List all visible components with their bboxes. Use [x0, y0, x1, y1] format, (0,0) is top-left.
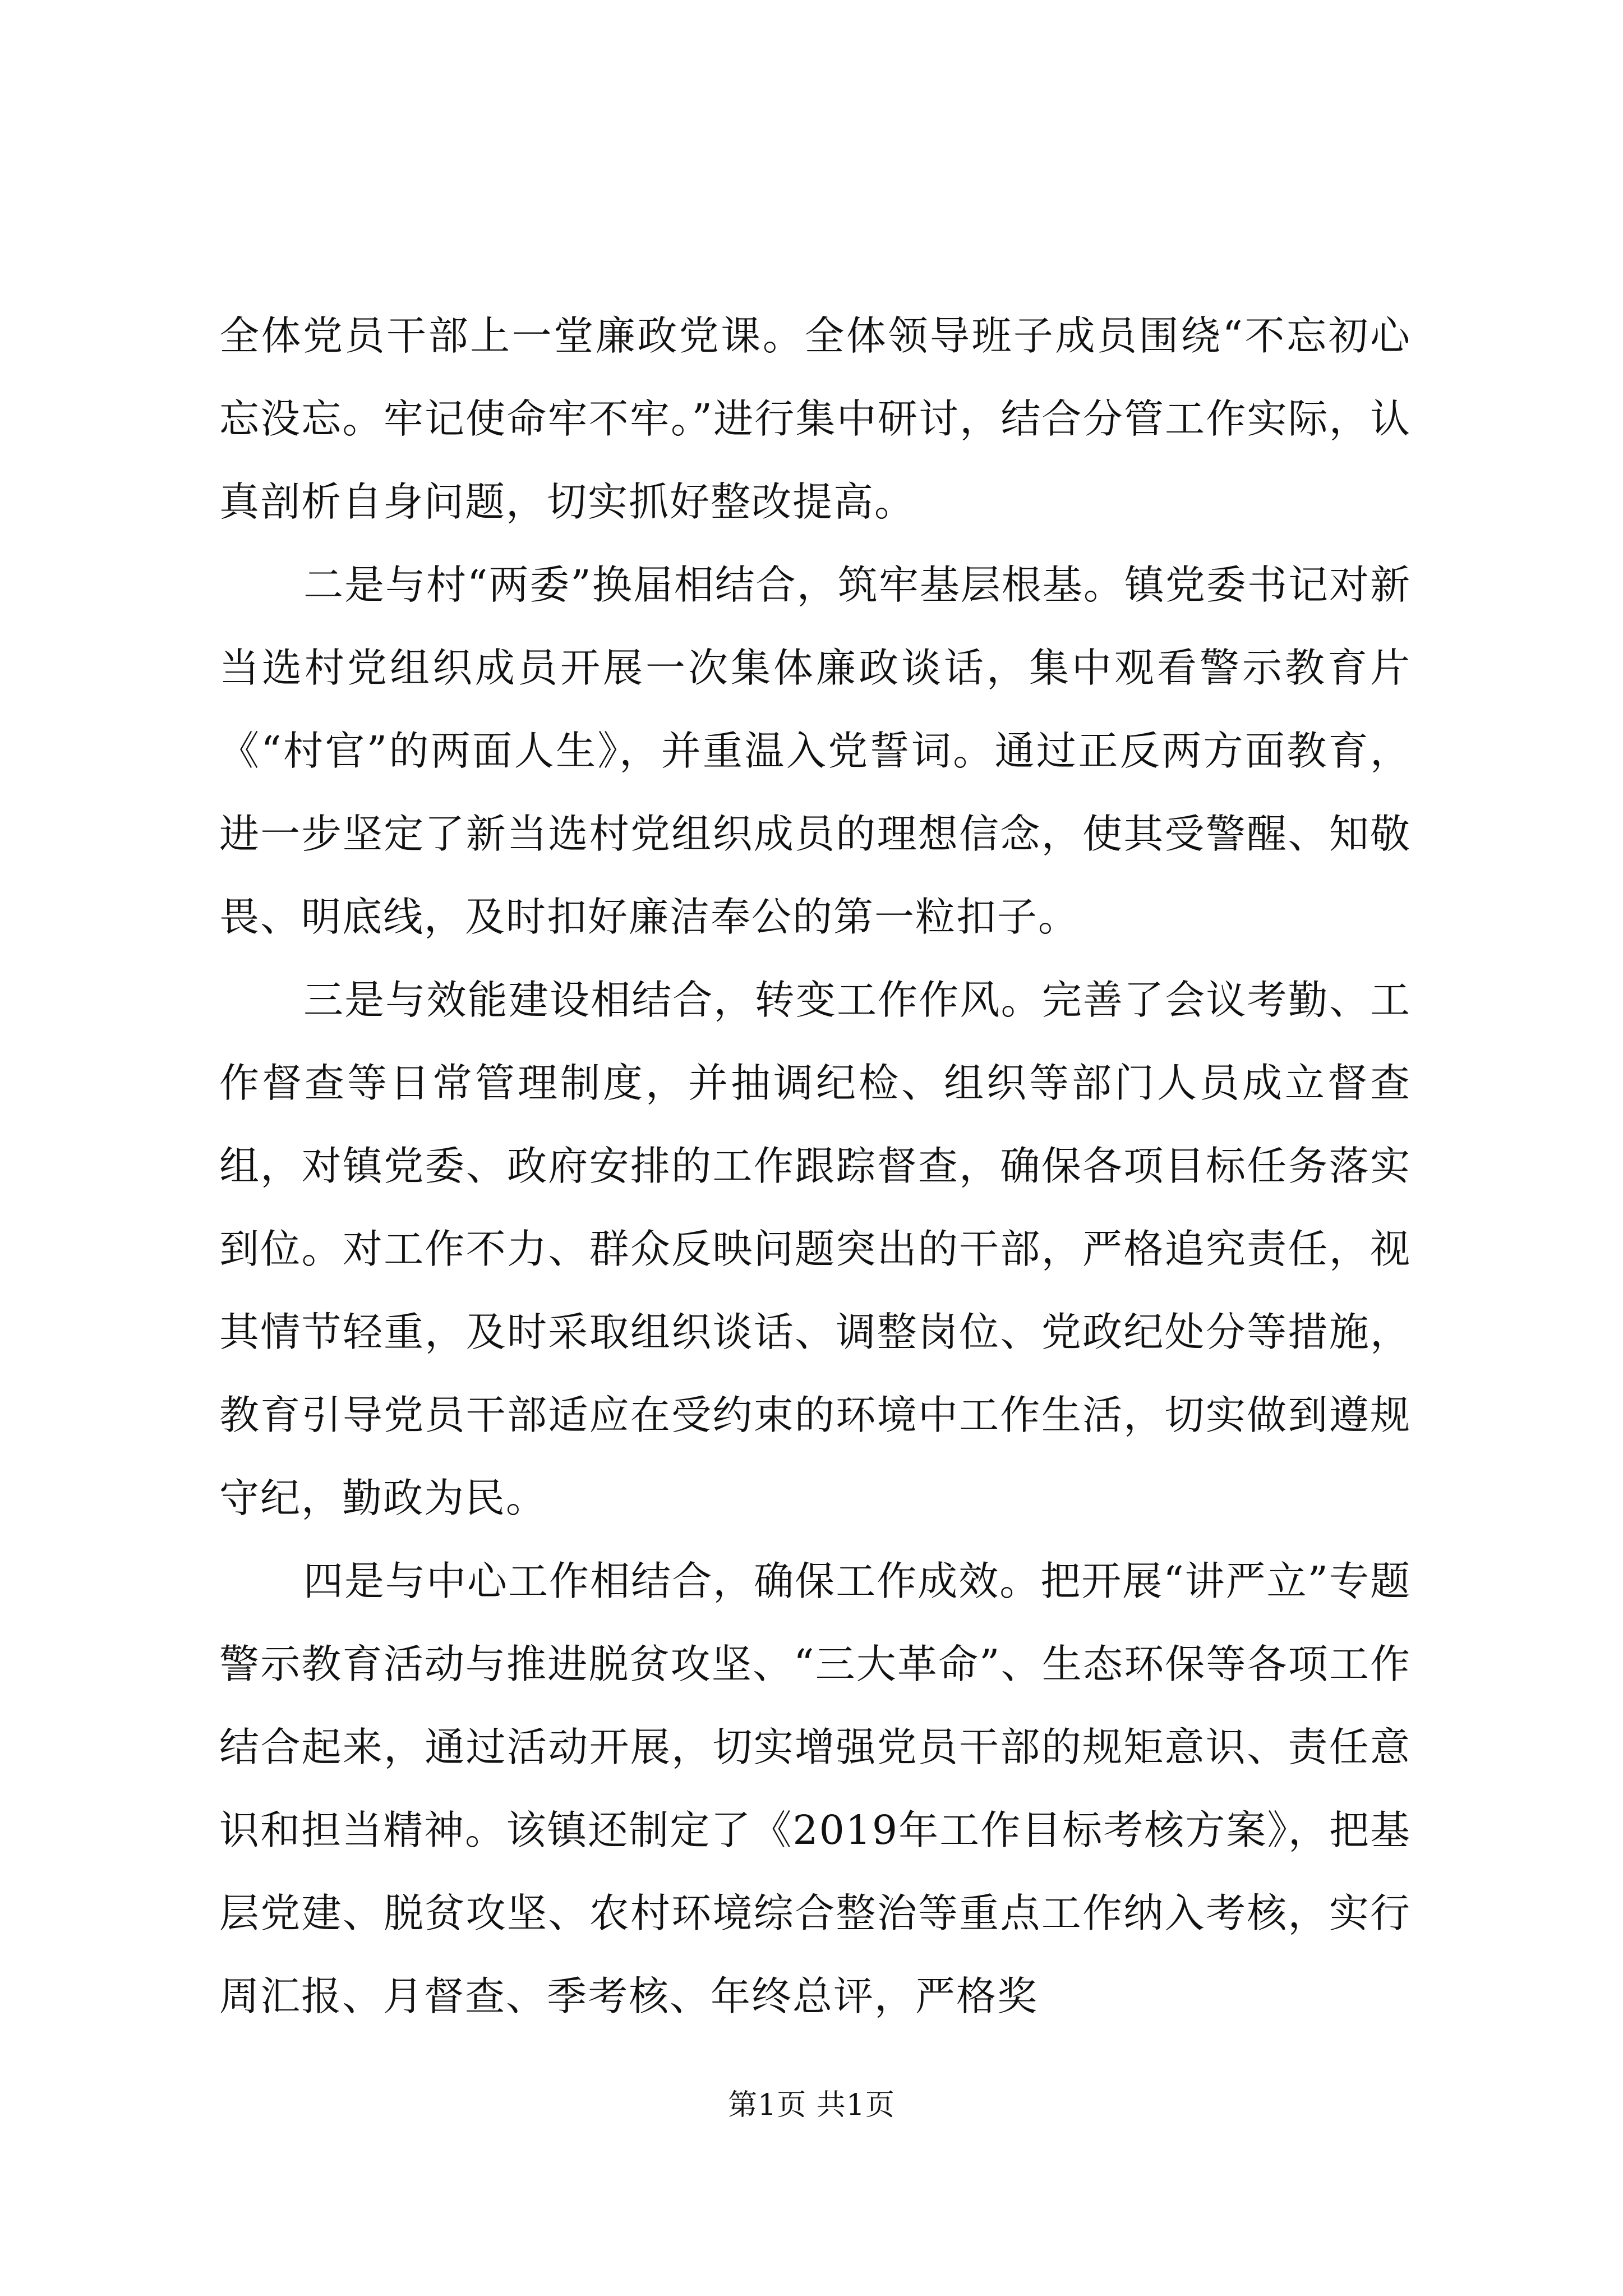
paragraph-3: 三是与效能建设相结合，转变工作作风。完善了会议考勤、工作督查等日常管理制度，并抽调纪检、组织等部门人员成立督查组，对镇党委、政府安排的工作跟踪督查，确保各项目标任务落实到位。对工作不力、群众反映问题突出的干部，严格追究责任，视其情节轻重，及时采取组织谈话、调整岗位、党政纪处分等措施，教育引导党员干部适应在受约束的环境中工作生活，切实做到遵规守纪，勤政为民。: [219, 977, 1411, 1521]
paragraph-2: 二是与村“两委”换届相结合，筑牢基层根基。镇党委书记对新当选村党组织成员开展一次集体廉政谈话，集中观看警示教育片《“村官”的两面人生》，并重温入党誓词。通过正反两方面教育，进一步坚定了新当选村党组织成员的理想信念，使其受警醒、知敬畏、明底线，及时扣好廉洁奉公的第一粒扣子。: [219, 562, 1411, 940]
paragraph-4: 四是与中心工作相结合，确保工作成效。把开展“讲严立”专题警示教育活动与推进脱贫攻坚、“三大革命”、生态环保等各项工作结合起来，通过活动开展，切实增强党员干部的规矩意识、责任意识和担当精神。该镇还制定了《2019年工作目标考核方案》，把基层党建、脱贫攻坚、农村环境综合整治等重点工作纳入考核，实行周汇报、月督查、季考核、年终总评，严格奖: [219, 1558, 1411, 2019]
paragraph-continuation: 全体党员干部上一堂廉政党课。全体领导班子成员围绕“不忘初心忘没忘。牢记使命牢不牢。”进行集中研讨，结合分管工作实际，认真剖析自身问题，切实抓好整改提高。: [219, 312, 1411, 525]
page-footer: 第1页 共1页: [728, 2088, 895, 2122]
document-body: [219, 295, 1411, 2038]
